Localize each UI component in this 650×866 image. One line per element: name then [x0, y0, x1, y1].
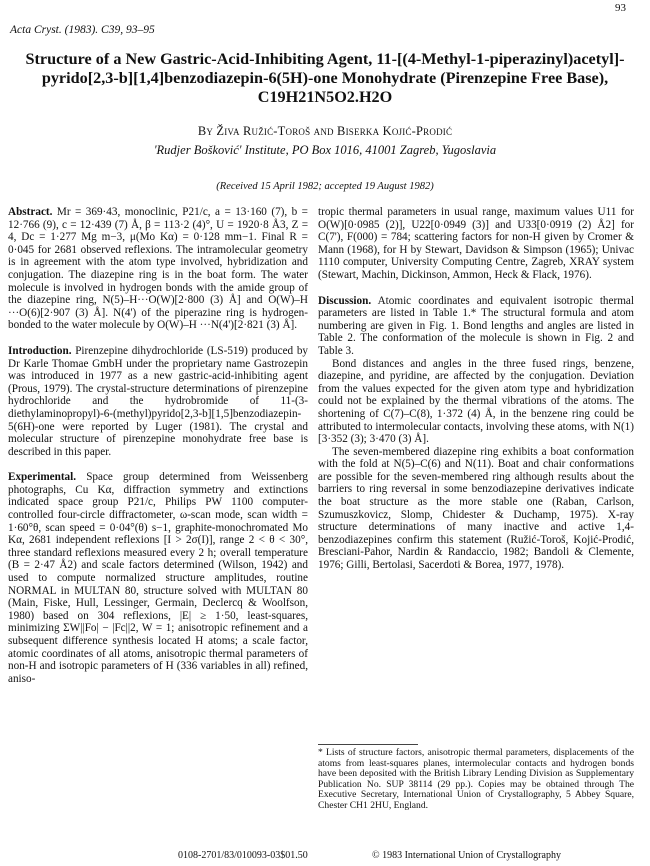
footer-copyright: © 1983 International Union of Crystallography [372, 850, 561, 861]
experimental-paragraph [8, 471, 308, 685]
title-line-1: Structure of a New Gastric-Acid-Inhibiting Agent, 11-[(4-Methyl-1-piperazinyl)acetyl]- [25, 50, 625, 68]
title-line-2: pyrido[2,3-b][1,4]benzodiazepin-6(5H)-one Monohydrate (Pirenzepine Free Base), [41, 69, 609, 87]
received-dates: (Received 15 April 1982; accepted 19 August 1982) [216, 181, 434, 192]
affiliation: 'Rudjer Bošković' Institute, PO Box 1016, 41001 Zagreb, Yugoslavia [153, 143, 497, 157]
page-number: 93 [615, 2, 626, 14]
discussion-paragraph [318, 295, 634, 358]
introduction-paragraph [8, 345, 308, 458]
title-line-3: C19H21N5O2.H2O [257, 88, 393, 106]
footer-code: 0108-2701/83/010093-03$01.50 [178, 850, 308, 861]
footnote-rule [318, 744, 418, 745]
abstract-paragraph [8, 206, 308, 332]
journal-citation: Acta Cryst. (1983). C39, 93–95 [10, 24, 155, 36]
left-column [8, 206, 308, 685]
discussion-paragraph-3: The seven-membered diazepine ring exhibits a boat conformation with the fold at N(5)–C(6) and N(11). Boat and chair conformations are possible for the seven-membered ring although results about the barriers to ring reversal in some benzodiazepine derivatives indicate the boat structure as the more stable one (Raban, Carlson, Szumuszkovicz, Slomp, Chidester & Duchamp, 1975). X-ray structure determinations of many inactive and active 1,4-benzodiazepines confirm this statement (Ružić-Toroš, Kojić-Prodić, Bresciani-Pahor, Nardin & Randaccio, 1982; Bandoli & Clemente, 1976; Gilli, Bertolasi, Sacerdoti & Borea, 1977, 1978). [318, 445, 634, 572]
abstract-heading: Abstract. [8, 206, 53, 218]
introduction-heading: Introduction. [8, 344, 72, 357]
article-title [0, 50, 650, 107]
authors: By Živa Ružić-Toroš and Biserka Kojić-Prodić [197, 124, 453, 138]
introduction-text: Pirenzepine dihydrochloride (LS-519) produced by Dr Karle Thomae GmbH under the proprietary name Gastrozepin was introduced in 1977 as a new gastric-acid-inhibiting agent (Prous, 1979). The crystal-structure determinations of pirenzepine hydrochloride and the hydrobromide of 11-(3-diethylaminopropyl)-6-(methyl)pyrido[2,3-b][1,5]benzodiazepin-5(6H)-one were reported by Luger (1981). The crystal and molecular structure of pirenzepine monohydrate free base is described in this paper. [8, 344, 309, 458]
right-column [318, 206, 634, 572]
discussion-paragraph-2: Bond distances and angles in the three fused rings, benzene, diazepine, and pyridine, are affected by the conjugation. Deviation from the values expected for the given atom type and hybridization could not be explained by the thermal vibrations of the atoms. The shortening of C(7)–C(8), 1·372 (4) Å, in the benzene ring could be attributed to intermolecular contacts, involving these atoms, with N(1) [3·352 (3); 3·470 (3) Å]. [318, 357, 634, 446]
experimental-continuation: tropic thermal parameters in usual range, maximum values U11 for O(W)[0·0985 (2)], U22[0·0949 (3)] and U33[0·0919 (2) Å2] for C(7'), F(000) = 784; scattering factors for non-H given by Cromer & Mann (1968), for H by Stewart, Davidson & Simpson (1965); Univac 1110 computer, University Computing Centre, Zagreb, XRAY system (Stewart, Machin, Dickinson, Ammon, Heck & Flack, 1976). [318, 206, 634, 281]
discussion-heading: Discussion. [318, 294, 372, 307]
experimental-heading: Experimental. [8, 471, 77, 484]
discussion-text: Atomic coordinates and equivalent isotropic thermal parameters are listed in Table 1.* The structural formula and atom numbering are given in Fig. 1. Bond lengths and angles are listed in Table 2. The conformation of the molecule is shown in Fig. 2 and Table 3. [318, 294, 634, 357]
footnote: * Lists of structure factors, anisotropic thermal parameters, displacements of the atoms from least-squares planes, intermolecular contacts and hydrogen bonds have been deposited with the British Library Lending Division as Supplementary Publication No. SUP 38114 (29 pp.). Copies may be obtained through The Executive Secretary, International Union of Crystallography, 5 Abbey Square, Chester CH1 2HU, England. [318, 747, 634, 811]
experimental-text: Space group determined from Weissenberg photographs, Cu Kα, diffraction symmetry and extinctions indicated space group P21/c, Philips PW 1100 computer-controlled four-circle diffractometer, ω-scan mode, scan width = 1·60°θ, scan speed = 0·04°(θ) s−1, graphite-monochromated Mo Kα, 2681 independent reflexions [I > 2σ(I)], range 2 < θ < 30°, three standard reflexions measured every 2 h; overall temperature (B = 2·47 Å2) and scale factors determined (Wilson, 1942) and used to compute normalized structure amplitudes, routine NORMAL in MULTAN 80, structure solved with MULTAN 80 (Main, Fiske, Hull, Lessinger, Germain, Declercq & Woolfson, 1980) based on 304 reflexions, |E| ≥ 1·50, least-squares, minimizing ΣW||Fo| − |Fc||2, W = 1; anisotropic refinement and a subsequent difference synthesis located H atoms; a scale factor, atomic coordinates of all atoms, anisotropic thermal parameters of non-H and isotropic parameters of H (336 variables in all) refined, aniso- [8, 471, 309, 685]
abstract-text: Mr = 369·43, monoclinic, P21/c, a = 13·160 (7), b = 12·766 (9), c = 12·439 (7) Å, β = 113·2 (4)°, U = 1920·8 Å3, Z = 4, Dc = 1·277 Mg m−3, μ(Mo Kα) = 0·128 mm−1. Final R = 0·045 for 2681 observed reflexions. The intramolecular geometry is in agreement with the atom type involved, hybridization and conjugation. The diazepine ring is in the boat form. The water molecule is involved in hydrogen bonds with the amide group of the diazepine ring, N(5)–H···O(W)[2·800 (3) Å] and O(W)–H ···O(6)[2·907 (3) Å]. N(4') of the piperazine ring is hydrogen-bonded to the water molecule by O(W)–H ···N(4')[2·821 (3) Å]. [8, 206, 308, 332]
